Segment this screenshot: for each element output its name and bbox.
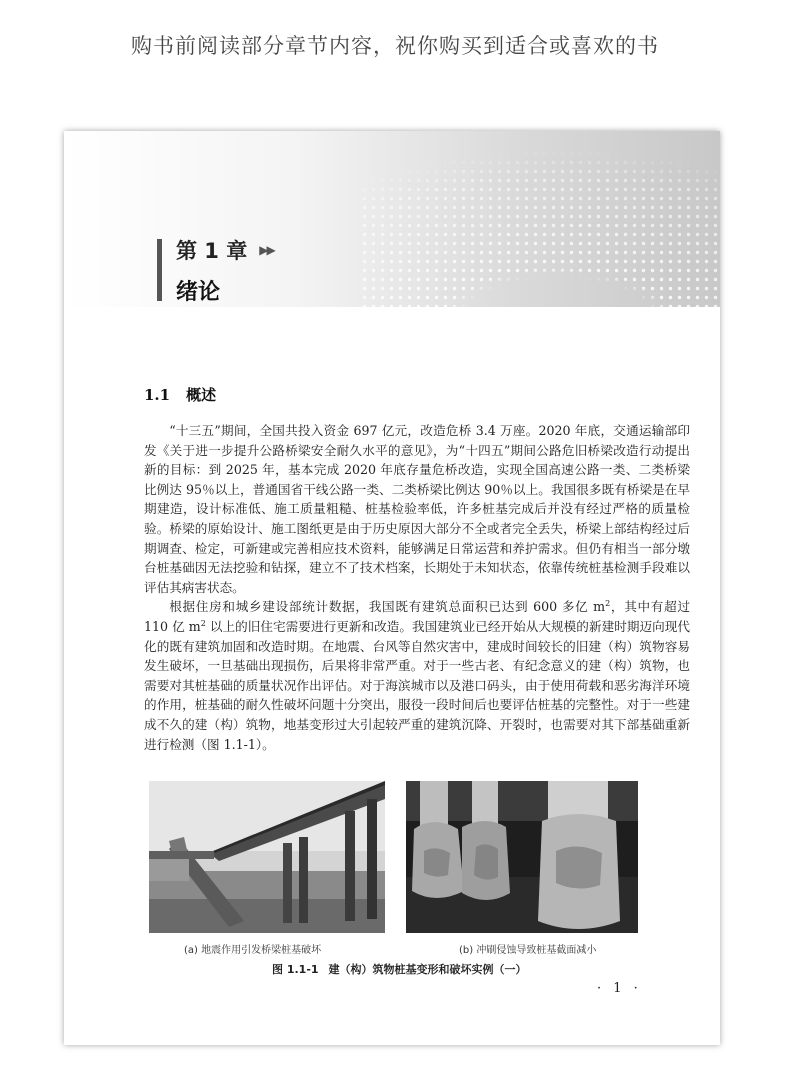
double-arrow-icon: ▶▶ (259, 243, 274, 257)
subcaption-b: (b) 冲刷侵蚀导致桩基截面减小 (459, 945, 597, 956)
body-text (144, 421, 690, 754)
chapter-header-band (64, 131, 720, 307)
section-title: 概述 (186, 386, 217, 404)
dot-pattern-decoration (360, 131, 720, 307)
paragraph-1: “十三五”期间，全国共投入资金 697 亿元，改造危桥 3.4 万座。2020 年底，交通运输部印发《关于进一步提升公路桥梁安全耐久水平的意见》，为“十四五”期间公路危旧桥梁改造行动提出新的目标：到 2025 年，基本完成 2020 年底存量危桥改造，实现全国高速公路一类、二类桥梁比例达 95％以上，普通国省干线公路一类、二类桥梁比例达 90％以上。我国很多既有桥梁是在早期建造，设计标准低、施工质量粗糙、桩基检验率低，许多桩基完成后并没有经过严格的质量检验。桥梁的原始设计、施工图纸更是由于历史原因大部分不全或者完全丢失，桥梁上部结构经过后期调查、检定，可新建或完善相应技术资料，能够满足日常运营和养护需求。但仍有相当一部分墩台桩基础因无法挖验和钻探，建立不了技术档案，长期处于未知状态，依靠传统桩基检测手段难以评估其病害状态。 (144, 423, 690, 595)
chapter-number (176, 235, 274, 265)
page-number: · 1 · (597, 981, 642, 996)
chapter-number-text: 第 1 章 (176, 239, 248, 263)
banner-text: 购书前阅读部分章节内容，祝你购买到适合或喜欢的书 (131, 34, 659, 58)
figure-caption-text: 建（构）筑物桩基变形和破坏实例（一） (328, 963, 527, 976)
photo-scoured-piles (406, 781, 638, 933)
chapter-accent-bar (157, 239, 162, 301)
chapter-title: 绪论 (176, 280, 221, 305)
section-heading (144, 384, 216, 405)
book-page (64, 131, 720, 1045)
figure-area (144, 781, 690, 956)
subcaption-a: (a) 地震作用引发桥梁桩基破坏 (184, 945, 322, 956)
photo-collapsed-bridge (149, 781, 385, 933)
top-banner (0, 0, 790, 90)
figure-number: 图 1.1-1 (272, 963, 319, 976)
figure-caption (272, 961, 527, 977)
paragraph-2: 根据住房和城乡建设部统计数据，我国既有建筑总面积已达到 600 多亿 $m^2$，其中有超过 110 亿 $m^2$ 以上的旧住宅需要进行更新和改造。我国建筑业已经开始从大规模的新建时期迈向现代化的既有建筑加固和改造时期。在地震、台风等自然灾害中，建成时间较长的旧建（构）筑物容易发生破坏，一旦基础出现损伤，后果将非常严重。对于一些古老、有纪念意义的建（构）筑物，也需要对其桩基础的质量状况作出评估。对于海滨城市以及港口码头，由于使用荷载和恶劣海洋环境的作用，桩基础的耐久性破坏问题十分突出，服役一段时间后也要评估桩基的完整性。对于一些建成不久的建（构）筑物，地基变形过大引起较严重的建筑沉降、开裂时，也需要对其下部基础重新进行检测（图 1.1-1）。 (144, 599, 691, 752)
section-number: 1.1 (144, 386, 171, 404)
